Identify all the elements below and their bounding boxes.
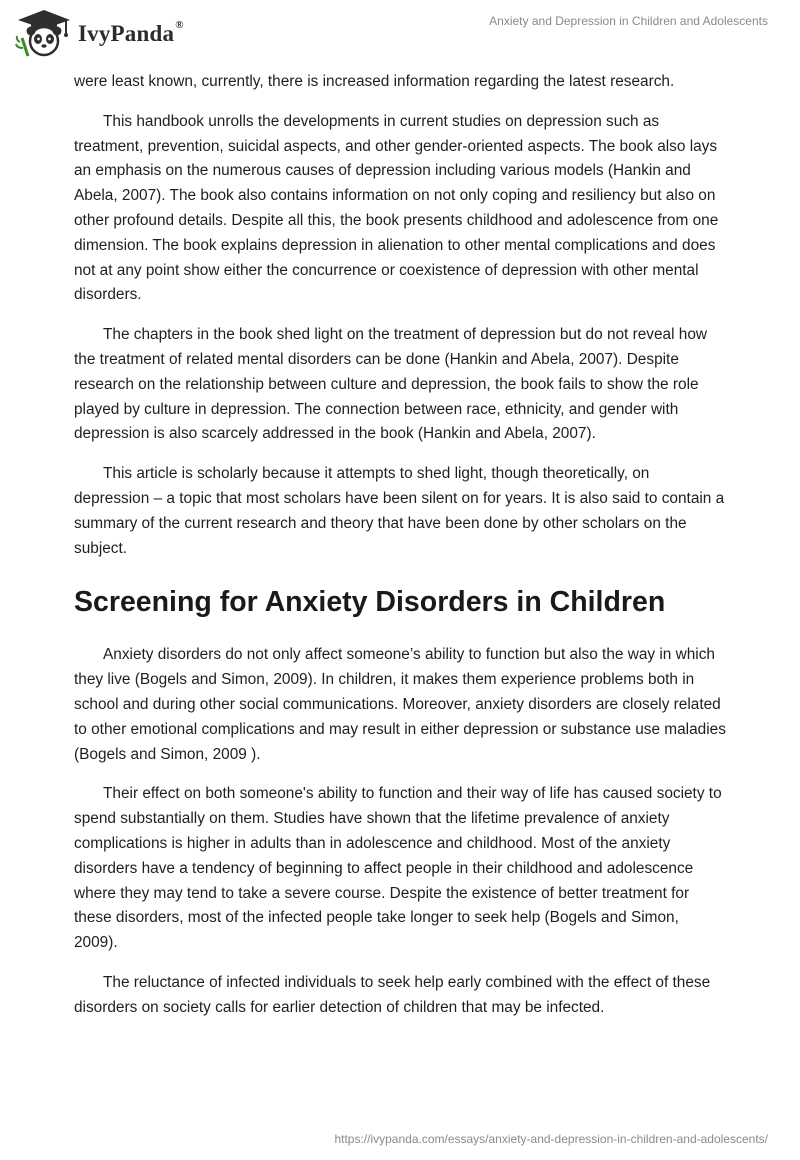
footer-url[interactable]: https://ivypanda.com/essays/anxiety-and-depression-in-children-and-adolescents/ xyxy=(334,1132,768,1146)
brand-name[interactable] xyxy=(78,21,184,47)
registered-mark: ® xyxy=(175,19,184,32)
paragraph: The reluctance of infected individuals to seek help early combined with the effect of these disorders on society calls for earlier detection of children that may be infected. xyxy=(74,973,711,1016)
essay-body xyxy=(74,70,726,1036)
paragraph: The chapters in the book shed light on the treatment of depression but do not reveal how the treatment of related mental disorders can be done (Hankin and Abela, 2007). Despite research on the relationship between culture and depression, the book fails to show the role played by culture in depression. The connection between race, ethnicity, and gender with depression is also scarcely addressed in the book (Hankin and Abela, 2007). xyxy=(74,326,708,443)
paragraph: were least known, currently, there is increased information regarding the latest research. xyxy=(74,73,675,90)
paragraph: Anxiety disorders do not only affect someone’s ability to function but also the way in which they live (Bogels and Simon, 2009). In children, it makes them experience problems both in school and during other social communications. Moreover, anxiety disorders are closely related to other emotional complications and may result in either depression or substance use maladies (Bogels and Simon, 2009 ). xyxy=(74,646,726,763)
section-heading: Screening for Anxiety Disorders in Children xyxy=(74,586,666,619)
paragraph: This handbook unrolls the developments in current studies on depression such as treatment, prevention, suicidal aspects, and other gender-oriented aspects. The book also lays an emphasis on the numerous causes of depression including various models (Hankin and Abela, 2007). The book also contains information on not only coping and resiliency but also on other profound details. Despite all this, the book presents childhood and adolescence from one dimension. The book explains depression in alienation to other mental complications and does not at any point show either the concurrence or coexistence of depression with other mental disorders. xyxy=(74,112,719,304)
page-header xyxy=(0,0,800,64)
paragraph: Their effect on both someone's ability to function and their way of life has caused society to spend substantially on them. Studies have shown that the lifetime prevalence of anxiety complications is higher in adults than in adolescence and childhood. Most of the anxiety disorders have a tendency of beginning to affect people in their childhood and adolescence where they may tend to take a severe course. Despite the existence of better treatment for these disorders, most of the infected people take longer to seek help (Bogels and Simon, 2009). xyxy=(74,785,722,952)
document-title: Anxiety and Depression in Children and Adolescents xyxy=(489,14,768,28)
brand-text: IvyPanda xyxy=(78,21,175,46)
paragraph: This article is scholarly because it attempts to shed light, though theoretically, on depression – a topic that most scholars have been silent on for years. It is also said to contain a summary of the current research and theory that have been done by other scholars on the subject. xyxy=(74,465,725,557)
panda-logo-icon[interactable] xyxy=(14,8,74,58)
